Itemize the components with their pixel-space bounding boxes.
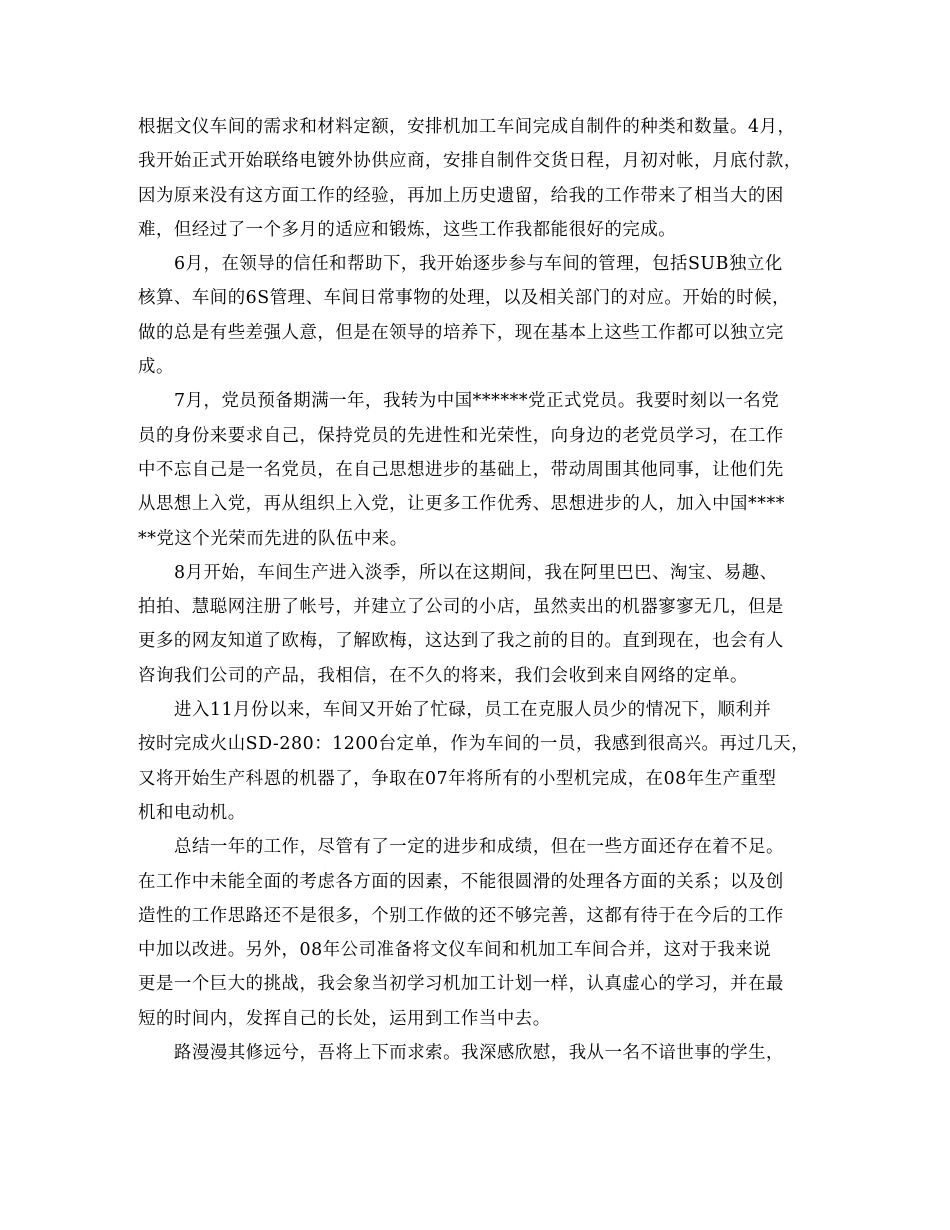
text-line: 中加以改进。另外，08年公司准备将文仪车间和机加工车间合并，这对于我来说 <box>138 940 772 961</box>
text-line: 咨询我们公司的产品，我相信，在不久的将来，我们会收到来自网络的定单。 <box>138 665 748 686</box>
paragraph-first-line: 8月开始，车间生产进入淡季，所以在这期间，我在阿里巴巴、淘宝、易趣、 <box>174 562 778 583</box>
text-line: 成。 <box>138 357 174 378</box>
document-body <box>138 110 828 1070</box>
text-line: **党这个光荣而先进的队伍中来。 <box>138 528 408 549</box>
text-line: 员的身份来要求自己，保持党员的先进性和光荣性，向身边的老党员学习，在工作 <box>138 425 784 446</box>
text-line: 又将开始生产科恩的机器了，争取在07年将所有的小型机完成，在08年生产重型 <box>138 768 777 789</box>
text-line: 中不忘自己是一名党员，在自己思想进步的基础上，带动周围其他同事，让他们先 <box>138 459 784 480</box>
text-line: 更多的网友知道了欧梅，了解欧梅，这达到了我之前的目的。直到现在，也会有人 <box>138 631 784 652</box>
text-line: 做的总是有些差强人意，但是在领导的培养下，现在基本上这些工作都可以独立完 <box>138 322 784 343</box>
paragraph-first-line: 7月，党员预备期满一年，我转为中国******党正式党员。我要时刻以一名党 <box>174 391 780 412</box>
text-line: 因为原来没有这方面工作的经验，再加上历史遗留，给我的工作带来了相当大的困 <box>138 185 784 206</box>
text-line: 根据文仪车间的需求和材料定额，安排机加工车间完成自制件的种类和数量。4月， <box>138 117 796 137</box>
text-line: 机和电动机。 <box>138 802 246 823</box>
text-line: 从思想上入党，再从组织上入党，让更多工作优秀、思想进步的人，加入中国**** <box>138 494 785 515</box>
text-line: 在工作中未能全面的考虑各方面的因素，不能很圆滑的处理各方面的关系；以及创 <box>138 871 784 892</box>
text-line: 短的时间内，发挥自己的长处，运用到工作当中去。 <box>138 1008 551 1029</box>
paragraph-first-line: 路漫漫其修远兮，吾将上下而求索。我深感欣慰，我从一名不谙世事的学生， <box>174 1043 784 1064</box>
text-line: 按时完成火山SD-280：1200台定单，作为车间的一员，我感到很高兴。再过几天， <box>138 734 810 755</box>
text-line: 造性的工作思路还不是很多，个别工作做的还不够完善，这都有待于在今后的工作 <box>138 905 784 926</box>
paragraph-first-line: 总结一年的工作，尽管有了一定的进步和成绩，但在一些方面还存在着不足。 <box>174 837 784 858</box>
text-line: 难，但经过了一个多月的适应和锻炼，这些工作我都能很好的完成。 <box>138 219 677 240</box>
paragraph-first-line: 进入11月份以来，车间又开始了忙碌，员工在克服人员少的情况下，顺利并 <box>174 700 772 721</box>
text-line: 我开始正式开始联络电镀外协供应商，安排自制件交货日程，月初对帐，月底付款， <box>138 151 802 172</box>
text-line: 拍拍、慧聪网注册了帐号，并建立了公司的小店，虽然卖出的机器寥寥无几，但是 <box>138 597 784 618</box>
text-line: 核算、车间的6S管理、车间日常事物的处理，以及相关部门的对应。开始的时候， <box>138 288 791 309</box>
paragraph-first-line: 6月，在领导的信任和帮助下，我开始逐步参与车间的管理，包括SUB独立化 <box>174 254 783 275</box>
text-line: 更是一个巨大的挑战，我会象当初学习机加工计划一样，认真虚心的学习，并在最 <box>138 974 784 995</box>
